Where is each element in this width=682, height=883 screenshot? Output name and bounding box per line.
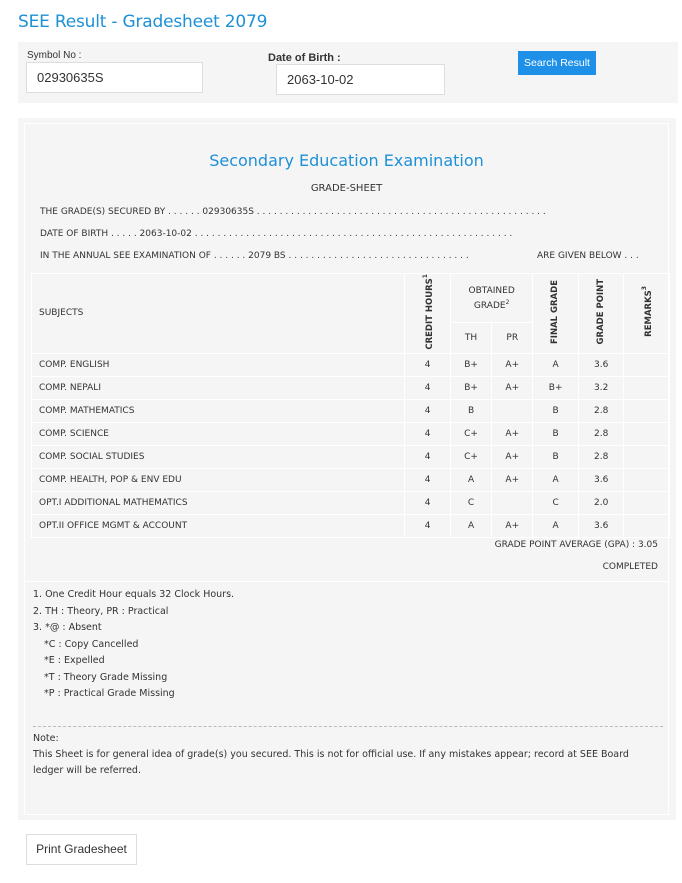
final-grade-cell: A (533, 514, 579, 537)
th-grade-cell: B+ (450, 376, 491, 399)
exam-line-right: ARE GIVEN BELOW . . . (537, 251, 639, 261)
grade-point-cell: 2.0 (578, 491, 624, 514)
pr-grade-cell: A+ (492, 514, 533, 537)
subject-cell: COMP. SCIENCE (32, 422, 405, 445)
dob-line: DATE OF BIRTH . . . . . 2063-10-02 . . . . . . . . . . . . . . . . . . . . . . . . . . . . . . . . . . . . . . . . . . . . . . . . . . . . . . . . (40, 229, 513, 239)
grades-table (31, 273, 670, 538)
dashed-divider (33, 726, 663, 727)
final-grade-cell: C (533, 491, 579, 514)
table-row (32, 468, 670, 491)
final-grade-cell: A (533, 353, 579, 376)
footnote: *P : Practical Grade Missing (44, 688, 175, 699)
pr-grade-cell: A+ (492, 376, 533, 399)
table-row (32, 491, 670, 514)
header-remarks (624, 274, 670, 354)
table-row (32, 514, 670, 537)
footnote: *C : Copy Cancelled (44, 638, 139, 650)
grade-point-cell: 2.8 (578, 399, 624, 422)
table-row (32, 422, 670, 445)
credit-cell: 4 (405, 399, 451, 422)
pr-grade-cell: A+ (492, 422, 533, 445)
pr-grade-cell (492, 491, 533, 514)
header-subjects: SUBJECTS (32, 274, 405, 354)
grade-point-cell: 3.6 (578, 514, 624, 537)
footnote: *T : Theory Grade Missing (44, 671, 168, 683)
credit-cell: 4 (405, 422, 451, 445)
grade-point-cell: 2.8 (578, 422, 624, 445)
header-grade-point (578, 274, 624, 354)
pr-grade-cell: A+ (492, 468, 533, 491)
th-grade-cell: C (450, 491, 491, 514)
remarks-sup: 3 (640, 286, 648, 291)
th-grade-cell: C+ (450, 422, 491, 445)
header-credit-hours (405, 274, 451, 354)
final-grade-cell: A (533, 468, 579, 491)
credit-cell: 4 (405, 445, 451, 468)
th-grade-cell: B+ (450, 353, 491, 376)
remarks-cell (624, 376, 670, 399)
dob-label: Date of Birth : (268, 52, 341, 64)
table-row (32, 353, 670, 376)
table-row (32, 399, 670, 422)
credit-sup: 1 (421, 274, 429, 279)
remarks-cell (624, 353, 670, 376)
page-title: SEE Result - Gradesheet 2079 (18, 12, 268, 32)
credit-cell: 4 (405, 491, 451, 514)
obtained-sup: 2 (505, 298, 510, 306)
remarks-cell (624, 422, 670, 445)
symbol-label: Symbol No : (27, 50, 82, 61)
result-status: COMPLETED (602, 562, 658, 572)
footnote: 3. *@ : Absent (33, 622, 102, 633)
dob-input[interactable]: 2063-10-02 (276, 64, 445, 95)
print-gradesheet-button[interactable]: Print Gradesheet (26, 834, 137, 865)
header-final-grade (533, 274, 579, 354)
pr-grade-cell: A+ (492, 353, 533, 376)
remarks-cell (624, 399, 670, 422)
credit-cell: 4 (405, 353, 451, 376)
gradesheet-panel (18, 118, 676, 820)
grade-point-cell: 2.8 (578, 445, 624, 468)
remarks-cell (624, 514, 670, 537)
grade-point-cell: 3.2 (578, 376, 624, 399)
subject-cell: OPT.II OFFICE MGMT & ACCOUNT (32, 514, 405, 537)
grade-point-cell: 3.6 (578, 353, 624, 376)
th-grade-cell: A (450, 514, 491, 537)
note-text: This Sheet is for general idea of grade(s) you secured. This is not for official use. If any mistakes appear; record at SEE Board ledger will be referred. (33, 749, 629, 776)
remarks-cell (624, 491, 670, 514)
header-final-grade-label: FINAL GRADE (550, 279, 561, 344)
subject-cell: COMP. NEPALI (32, 376, 405, 399)
th-grade-cell: C+ (450, 445, 491, 468)
final-grade-cell: B (533, 399, 579, 422)
table-row (32, 445, 670, 468)
exam-title: Secondary Education Examination (209, 151, 484, 170)
th-grade-cell: A (450, 468, 491, 491)
exam-line (40, 251, 639, 261)
secured-by-line: THE GRADE(S) SECURED BY . . . . . . 02930635S . . . . . . . . . . . . . . . . . . . . . . . . . . . . . . . . . . . . . . . . . . . . . . . . . . . (40, 207, 546, 217)
gradesheet (24, 123, 669, 815)
final-grade-cell: B (533, 422, 579, 445)
final-grade-cell: B+ (533, 376, 579, 399)
credit-cell: 4 (405, 468, 451, 491)
footnotes (33, 587, 234, 703)
table-row (32, 376, 670, 399)
grade-point-cell: 3.6 (578, 468, 624, 491)
footnote: *E : Expelled (44, 655, 105, 666)
subject-cell: COMP. ENGLISH (32, 353, 405, 376)
symbol-input[interactable]: 02930635S (26, 62, 203, 93)
footnote: 2. TH : Theory, PR : Practical (33, 605, 169, 617)
footnote: 1. One Credit Hour equals 32 Clock Hours. (33, 589, 235, 600)
search-form (18, 42, 678, 103)
credit-cell: 4 (405, 376, 451, 399)
header-pr: PR (492, 323, 533, 353)
subject-cell: COMP. SOCIAL STUDIES (32, 445, 405, 468)
note (33, 731, 653, 779)
credit-cell: 4 (405, 514, 451, 537)
subject-cell: COMP. MATHEMATICS (32, 399, 405, 422)
remarks-cell (624, 445, 670, 468)
search-result-button[interactable]: Search Result (518, 51, 596, 75)
gradesheet-title: GRADE-SHEET (310, 183, 383, 194)
header-credit-hours-label: CREDIT HOURS (424, 278, 435, 350)
final-grade-cell: B (533, 445, 579, 468)
exam-line-left: IN THE ANNUAL SEE EXAMINATION OF . . . . . . 2079 BS . . . . . . . . . . . . . . . . . . . . . . . . . . . . . . . . (40, 251, 469, 261)
pr-grade-cell (492, 399, 533, 422)
remarks-cell (624, 468, 670, 491)
th-grade-cell: B (450, 399, 491, 422)
subject-cell: OPT.I ADDITIONAL MATHEMATICS (32, 491, 405, 514)
header-remarks-label: REMARKS (643, 290, 654, 338)
header-grade-point-label: GRADE POINT (595, 279, 606, 345)
header-obtained-grade (450, 274, 532, 323)
subject-cell: COMP. HEALTH, POP & ENV EDU (32, 468, 405, 491)
header-th: TH (450, 323, 491, 353)
note-label: Note: (33, 733, 59, 744)
divider (25, 581, 668, 582)
pr-grade-cell: A+ (492, 445, 533, 468)
header-obtained-grade-label: OBTAINED GRADE (468, 285, 515, 311)
gpa-value: GRADE POINT AVERAGE (GPA) : 3.05 (494, 540, 658, 550)
